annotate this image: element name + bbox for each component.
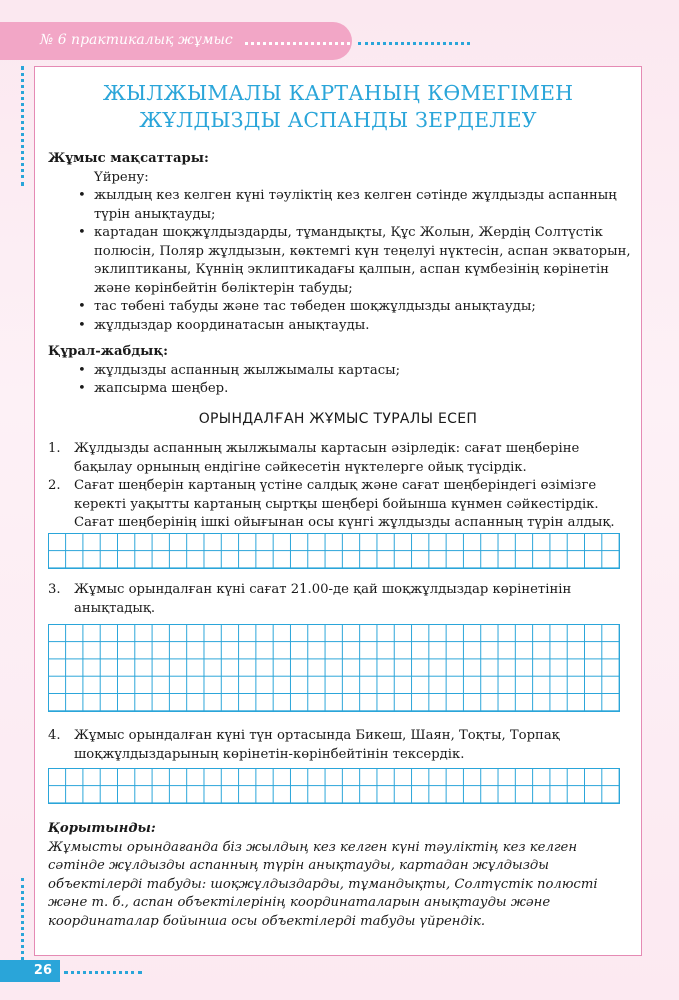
list-item: • тас төбені табуды және тас төбеден шоқжұлдызды анықтауды;	[48, 298, 638, 317]
page-title	[34, 80, 642, 134]
report-step	[48, 727, 632, 764]
report-step	[48, 477, 632, 533]
report-step	[48, 440, 632, 477]
answer-grid-1[interactable]	[48, 533, 620, 569]
step-number: 2.	[48, 478, 61, 493]
report-step-3	[48, 581, 632, 618]
conclusion-section	[48, 820, 634, 931]
left-dotted-line-top	[21, 66, 24, 186]
step-text: Сағат шеңберін картаның үстіне салдық және сағат шеңберіндегі өзімізге керекті уақытты картаның сыртқы шеңбері бойынша күнмен сәйкестірдік. Сағат шеңберінің ішкі ойығынан осы күнгі жұлдызды аспанның түрін алдық.	[74, 478, 615, 530]
list-item: • жапсырма шеңбер.	[48, 380, 638, 399]
title-line-2: ЖҰЛДЫЗДЫ АСПАНДЫ ЗЕРДЕЛЕУ	[139, 108, 537, 132]
header-dotted-line	[245, 42, 350, 45]
step-text: Жұлдызды аспанның жылжымалы картасын әзірледік: сағат шеңберіне бақылау орнының ендігіне сәйкесетін нүктелерге ойық түсірдік.	[74, 441, 580, 475]
conclusion-label: Қорытынды:	[48, 821, 156, 836]
step-number: 3.	[48, 582, 61, 597]
goals-list	[48, 187, 638, 335]
report-steps-list	[48, 727, 632, 764]
answer-grid-3[interactable]	[48, 768, 620, 804]
equipment-list	[48, 362, 638, 399]
step-text: Жұмыс орындалған күні түн ортасында Бикеш, Шаян, Тоқты, Торпақ шоқжұлдыздарының көрінетін-көрінбейтінін тексердік.	[74, 728, 560, 762]
report-step	[48, 581, 632, 618]
list-item: • жұлдызды аспанның жылжымалы картасы;	[48, 362, 638, 381]
step-text: Жұмыс орындалған күні сағат 21.00-де қай шоқжұлдыздар көрінетінін анықтадық.	[74, 582, 572, 616]
goals-label: Жұмыс мақсаттары:	[48, 151, 209, 166]
report-steps-list	[48, 581, 632, 618]
left-dotted-line-bottom	[21, 878, 24, 960]
equipment-section	[48, 343, 638, 399]
page-number: 26	[0, 960, 60, 982]
conclusion-text: Жұмысты орындағанда біз жылдың кез келген күні тәуліктің кез келген сәтінде жұлдызды аспанның түрін анықтауды, картадан жұлдызды объектілерді табуды: шоқжұлдыздарды, тұмандықты, Солтүстік полюсті және т. б., аспан объектілерінің координаталарын анықтауды және координаталар бойынша осы объектілерді табуды үйрендік.	[48, 839, 598, 929]
practical-work-label: № 6 практикалық жұмыс	[40, 32, 233, 48]
report-step-4	[48, 727, 632, 764]
report-steps-list	[48, 440, 632, 533]
step-number: 4.	[48, 728, 61, 743]
bottom-dotted-line	[64, 971, 142, 974]
answer-grid-2[interactable]	[48, 624, 620, 712]
goals-section	[48, 150, 638, 335]
goals-intro: Үйрену:	[94, 169, 149, 185]
list-item: • картадан шоқжұлдыздарды, тұмандықты, Құс Жолын, Жердің Солтүстік полюсін, Поляр жұлдызын, көктемгі күн теңелуі нүктесін, аспан экваторын, эклиптиканы, Күннің эклиптикадағы қалпын, аспан күмбезінің көрінетін және көрінбейтін бөліктерін табуды;	[48, 224, 638, 298]
list-item: • жұлдыздар координатасын анықтауды.	[48, 317, 638, 336]
step-number: 1.	[48, 441, 61, 456]
equipment-label: Құрал-жабдық:	[48, 344, 169, 359]
title-line-1: ЖЫЛЖЫМАЛЫ КАРТАНЫҢ КӨМЕГІМЕН	[102, 81, 574, 105]
report-steps-1-2	[48, 440, 632, 533]
report-title: ОРЫНДАЛҒАН ЖҰМЫС ТУРАЛЫ ЕСЕП	[198, 411, 478, 427]
list-item: • жылдың кез келген күні тәуліктің кез келген сәтінде жұлдызды аспанның түрін анықтауды;	[48, 187, 638, 224]
header-dotted-line-blue	[358, 42, 470, 45]
